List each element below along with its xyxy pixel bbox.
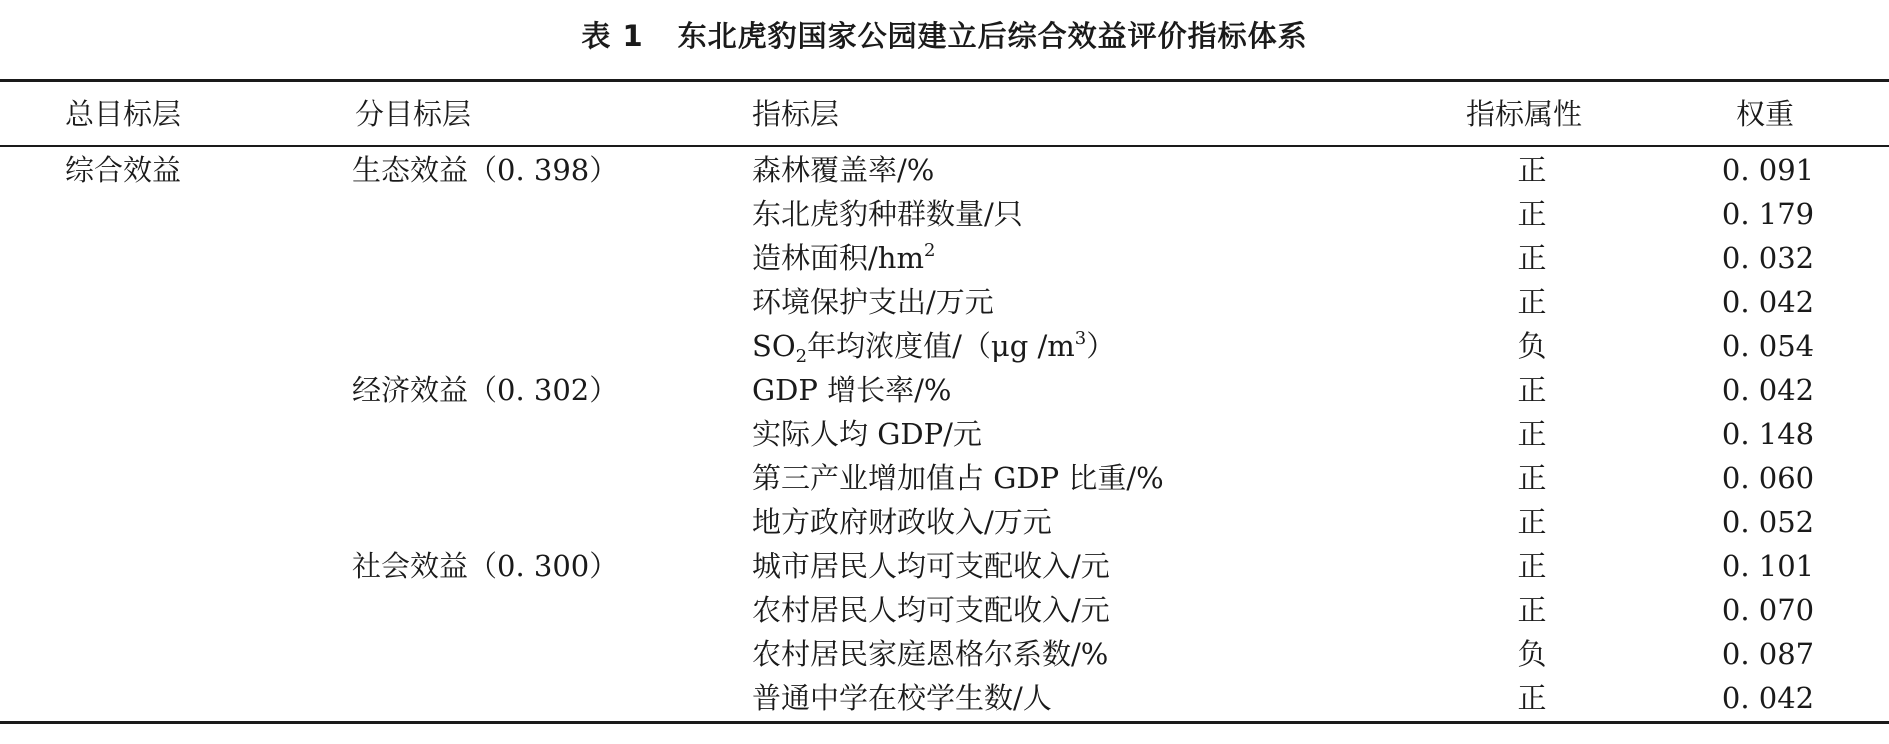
weight-cell: 0. 042: [1721, 373, 1815, 407]
header-weight: 权重: [1736, 97, 1795, 131]
indicator-cell: GDP 增长率/%: [752, 373, 952, 407]
indicator-cell: 东北虎豹种群数量/只: [752, 197, 1023, 231]
attribute-cell: 正: [1517, 373, 1547, 407]
indicator-cell: 实际人均 GDP/元: [752, 417, 982, 451]
weight-cell: 0. 101: [1721, 549, 1815, 583]
overall-target-cell: 综合效益: [65, 153, 182, 187]
header-attribute: 指标属性: [1466, 97, 1583, 131]
weight-cell: 0. 070: [1721, 593, 1815, 627]
indicator-cell: 农村居民人均可支配收入/元: [752, 593, 1110, 627]
indicator-cell: 环境保护支出/万元: [752, 285, 994, 319]
attribute-cell: 正: [1517, 681, 1547, 715]
table-caption: [0, 14, 1889, 58]
indicator-cell: 农村居民家庭恩格尔系数/%: [752, 637, 1109, 671]
indicator-cell: 造林面积$/hm^2$: [752, 240, 936, 275]
sub-target-ecological: 生态效益（0. 398）: [352, 153, 619, 187]
weight-cell: 0. 042: [1721, 285, 1815, 319]
table-number: 表 1: [581, 19, 644, 53]
attribute-cell: 负: [1517, 637, 1547, 671]
indicator-cell: 城市居民人均可支配收入/元: [752, 549, 1110, 583]
weight-cell: 0. 052: [1721, 505, 1815, 539]
weight-cell: 0. 179: [1721, 197, 1815, 231]
sub-target-social: 社会效益（0. 300）: [352, 549, 619, 583]
header-overall-target: 总目标层: [65, 97, 182, 131]
attribute-cell: 正: [1517, 549, 1547, 583]
sub-target-economic: 经济效益（0. 302）: [352, 373, 619, 407]
weight-cell: 0. 060: [1721, 461, 1815, 495]
table-bottom-rule: [0, 721, 1889, 724]
attribute-cell: 正: [1517, 285, 1547, 319]
header-indicator: 指标层: [752, 97, 840, 131]
header-sub-target: 分目标层: [355, 97, 472, 131]
weight-cell: 0. 148: [1721, 417, 1815, 451]
indicator-cell: $SO_2$年均浓度值/（μg $/m^3$）: [752, 328, 1116, 367]
indicator-cell: 地方政府财政收入/万元: [752, 505, 1052, 539]
weight-cell: 0. 091: [1721, 153, 1815, 187]
weight-cell: 0. 054: [1721, 329, 1815, 363]
attribute-cell: 正: [1517, 153, 1547, 187]
weight-cell: 0. 087: [1721, 637, 1815, 671]
attribute-cell: 正: [1517, 417, 1547, 451]
attribute-cell: 正: [1517, 197, 1547, 231]
weight-cell: 0. 042: [1721, 681, 1815, 715]
attribute-cell: 正: [1517, 461, 1547, 495]
attribute-cell: 正: [1517, 505, 1547, 539]
attribute-cell: 正: [1517, 241, 1547, 275]
indicator-cell: 普通中学在校学生数/人: [752, 681, 1052, 715]
table-title: 东北虎豹国家公园建立后综合效益评价指标体系: [677, 19, 1308, 53]
attribute-cell: 负: [1517, 329, 1547, 363]
indicator-cell: 森林覆盖率/%: [752, 153, 935, 187]
attribute-cell: 正: [1517, 593, 1547, 627]
table-top-rule: [0, 79, 1889, 82]
table-header-rule: [0, 145, 1889, 147]
weight-cell: 0. 032: [1721, 241, 1815, 275]
indicator-cell: 第三产业增加值占 GDP 比重/%: [752, 461, 1164, 495]
